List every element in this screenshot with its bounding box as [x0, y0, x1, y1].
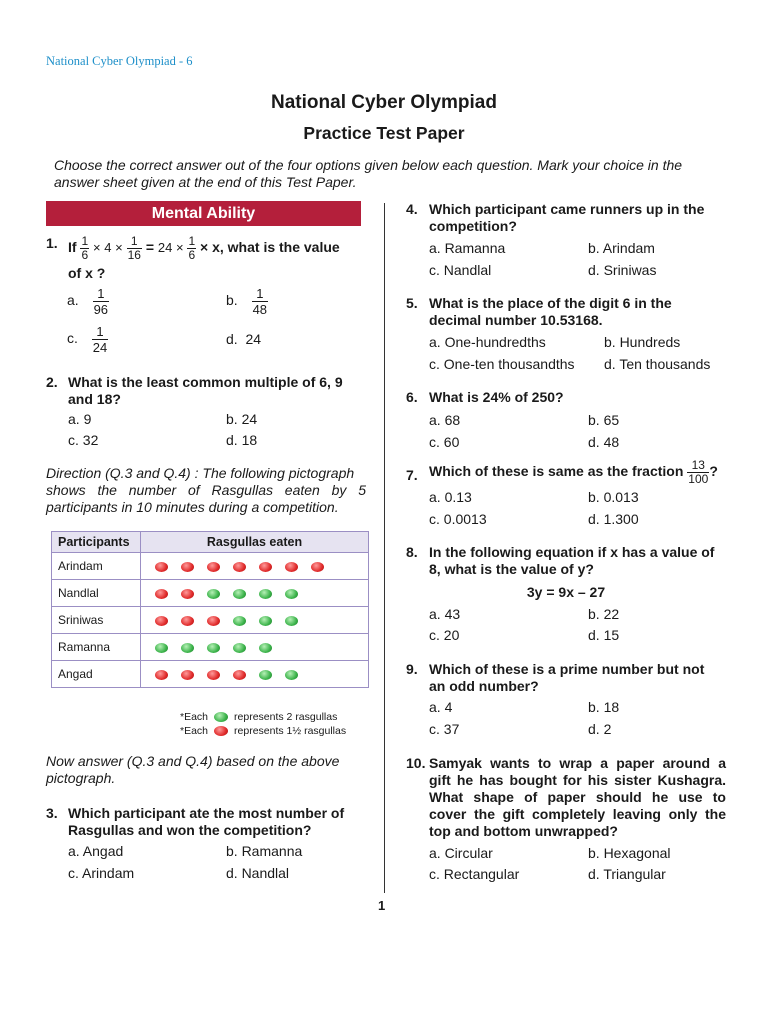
q1-24-times: 24 × — [157, 240, 184, 256]
red-rasgulla-icon — [181, 562, 194, 572]
option-c[interactable]: c. One-ten thousandths — [429, 356, 575, 372]
option-a[interactable]: a. Ramanna — [429, 240, 506, 256]
option-d[interactable] — [226, 331, 261, 348]
red-rasgulla-icon — [155, 589, 168, 599]
option-label: d. — [226, 331, 238, 347]
option-d[interactable]: d. 2 — [588, 721, 612, 737]
question-text: What is the least common multiple of 6, 9 — [68, 374, 343, 390]
red-rasgulla-icon — [181, 670, 194, 680]
option-c[interactable]: c. Rectangular — [429, 866, 520, 882]
green-rasgulla-icon — [259, 589, 272, 599]
red-rasgulla-icon — [155, 616, 168, 626]
question-text — [429, 755, 726, 840]
fraction — [187, 235, 196, 262]
green-rasgulla-icon — [259, 616, 272, 626]
question-number: 3. — [46, 805, 58, 821]
question-4 — [406, 201, 726, 235]
green-rasgulla-icon — [285, 616, 298, 626]
now-answer-text — [46, 753, 366, 787]
q1-tail: × x, what is the value — [200, 239, 340, 256]
question-number: 7. — [406, 467, 418, 483]
question-text-line2: 8, what is the value of y? — [429, 561, 594, 577]
red-rasgulla-icon — [285, 562, 298, 572]
question-text-line2: an odd number? — [429, 678, 539, 694]
instructions: Choose the correct answer out of the four options given below each question. Mark your choice in the answer sheet given at the end of this Test Paper. — [54, 157, 683, 190]
key-red — [180, 724, 346, 738]
key-prefix: *Each — [180, 711, 209, 723]
table-row — [52, 661, 369, 688]
key-prefix: *Each — [180, 725, 209, 737]
option-a[interactable] — [67, 286, 109, 317]
participant-name: Angad — [52, 661, 141, 688]
question-text: In the following equation if x has a value of — [429, 544, 715, 560]
pictograph-key — [180, 710, 346, 738]
denominator: 24 — [92, 340, 108, 355]
denominator: 6 — [81, 248, 89, 262]
denominator: 6 — [188, 248, 196, 262]
option-b[interactable]: b. Hundreds — [604, 334, 681, 350]
direction-line: participants in 10 minutes during a competition. — [46, 499, 339, 515]
option-d[interactable]: d. 48 — [588, 434, 620, 450]
numerator: 13 — [687, 459, 709, 473]
red-rasgulla-icon — [233, 562, 246, 572]
column-divider — [384, 203, 385, 893]
option-c[interactable]: c. 0.0013 — [429, 511, 487, 527]
option-d[interactable]: d. 18 — [226, 432, 258, 448]
option-a[interactable]: a. 9 — [68, 411, 92, 427]
question-line: gift he has bought for his sister Kushagra. — [429, 772, 726, 788]
question-line: What shape of paper should he use to — [429, 789, 726, 805]
table-row — [52, 580, 369, 607]
option-a[interactable]: a. One-hundredths — [429, 334, 546, 350]
page-subtitle: Practice Test Paper — [303, 123, 465, 143]
denominator: 16 — [127, 248, 141, 262]
q7-text: Which of these is same as the fraction — [429, 463, 684, 480]
direction-line: shows the number of Rasgullas eaten by 5 — [46, 482, 366, 498]
table-row — [52, 553, 369, 580]
option-b[interactable]: b. Hexagonal — [588, 845, 671, 861]
option-a[interactable]: a. 43 — [429, 606, 461, 622]
green-rasgulla-icon — [259, 643, 272, 653]
q1-if: If — [68, 239, 77, 256]
table-header-row — [52, 532, 369, 553]
question-number: 2. — [46, 374, 58, 390]
green-rasgulla-icon — [207, 589, 220, 599]
key-text: represents 2 rasgullas — [234, 711, 338, 723]
question-number: 9. — [406, 661, 418, 677]
red-rasgulla-icon — [207, 616, 220, 626]
now-answer-line: pictograph. — [46, 770, 116, 786]
option-d[interactable]: d. 1.300 — [588, 511, 639, 527]
option-a[interactable]: a. 4 — [429, 699, 453, 715]
question-6 — [406, 389, 726, 406]
question-2 — [46, 374, 366, 408]
question-number: 1. — [46, 235, 58, 251]
option-d[interactable]: d. Triangular — [588, 866, 666, 882]
denominator: 100 — [688, 472, 709, 486]
question-text-line2: competition? — [429, 218, 517, 234]
option-label: b. — [226, 292, 238, 309]
numerator: 1 — [188, 234, 196, 248]
question-number: 4. — [406, 201, 418, 217]
table-body — [52, 553, 369, 688]
question-text — [68, 235, 340, 262]
table-row — [52, 607, 369, 634]
fraction — [687, 459, 709, 486]
numerator: 1 — [93, 286, 109, 302]
green-rasgulla-icon — [233, 589, 246, 599]
option-c[interactable]: c. 37 — [429, 721, 460, 737]
option-b[interactable]: b. 22 — [588, 606, 620, 622]
direction-line: Direction (Q.3 and Q.4) : The following pictograph — [46, 465, 355, 481]
option-b[interactable]: b. 0.013 — [588, 489, 639, 505]
question-line: Samyak wants to wrap a paper around a — [429, 755, 726, 771]
question-number: 8. — [406, 544, 418, 560]
red-rasgulla-icon — [214, 726, 228, 736]
pictograph-table — [51, 531, 369, 688]
question-line: cover the gift completely leaving only the — [429, 806, 726, 822]
question-8 — [406, 544, 736, 578]
participant-name: Arindam — [52, 553, 141, 580]
option-d[interactable]: d. 15 — [588, 627, 620, 643]
fraction — [93, 286, 109, 317]
question-3 — [46, 805, 366, 839]
q1-equals: = — [145, 239, 154, 256]
green-rasgulla-icon — [207, 643, 220, 653]
denominator: 48 — [252, 302, 268, 317]
numerator: 1 — [252, 286, 268, 302]
option-c[interactable]: c. 32 — [68, 432, 99, 448]
option-a[interactable]: a. 0.13 — [429, 489, 472, 505]
question-7 — [406, 459, 736, 491]
red-rasgulla-icon — [155, 670, 168, 680]
question-text: Which participant ate the most number of — [68, 805, 345, 821]
now-answer-line: Now answer (Q.3 and Q.4) based on the above — [46, 753, 340, 769]
green-rasgulla-icon — [155, 643, 168, 653]
fraction — [80, 235, 89, 262]
option-d[interactable]: d. Ten thousands — [604, 356, 711, 372]
numerator: 1 — [92, 324, 108, 340]
question-line: top and bottom unwrapped? — [429, 823, 618, 839]
option-b[interactable]: b. 18 — [588, 699, 620, 715]
option-label: a. — [67, 292, 79, 309]
equation: 3y = 9x – 27 — [526, 584, 606, 600]
q1-times-4: × 4 × — [93, 240, 123, 256]
question-text: Which of these is a prime number but not — [429, 661, 705, 677]
question-text-line2: decimal number 10.53168. — [429, 312, 603, 328]
numerator: 1 — [127, 235, 142, 249]
question-text — [429, 459, 718, 486]
red-rasgulla-icon — [311, 562, 324, 572]
green-rasgulla-icon — [233, 643, 246, 653]
fraction — [92, 324, 108, 355]
section-heading: Mental Ability — [46, 201, 361, 226]
table-row — [52, 634, 369, 661]
rasgulla-cell — [141, 634, 369, 661]
question-text: What is 24% of 250? — [429, 389, 564, 405]
rasgulla-cell — [141, 607, 369, 634]
green-rasgulla-icon — [233, 616, 246, 626]
green-rasgulla-icon — [259, 670, 272, 680]
header-participants: Participants — [52, 532, 141, 553]
fraction — [127, 235, 142, 262]
option-value: 24 — [245, 331, 262, 347]
option-b[interactable]: b. 24 — [226, 411, 258, 427]
green-rasgulla-icon — [285, 670, 298, 680]
header-rasgullas-eaten: Rasgullas eaten — [141, 532, 369, 553]
red-rasgulla-icon — [207, 670, 220, 680]
green-rasgulla-icon — [181, 643, 194, 653]
option-c[interactable]: c. Arindam — [68, 865, 135, 881]
running-head: National Cyber Olympiad - 6 — [46, 54, 193, 68]
participant-name: Nandlal — [52, 580, 141, 607]
question-number: 5. — [406, 295, 418, 311]
red-rasgulla-icon — [181, 589, 194, 599]
option-b[interactable]: b. Arindam — [588, 240, 655, 256]
option-c[interactable] — [67, 324, 108, 355]
rasgulla-cell — [141, 661, 369, 688]
question-text-line2: and 18? — [68, 391, 121, 407]
option-c[interactable]: c. 60 — [429, 434, 460, 450]
option-c[interactable]: c. Nandlal — [429, 262, 492, 278]
rasgulla-cell — [141, 580, 369, 607]
page-number: 1 — [378, 898, 386, 913]
option-b[interactable]: b. Ramanna — [226, 843, 303, 859]
option-b[interactable]: b. 65 — [588, 412, 620, 428]
red-rasgulla-icon — [181, 616, 194, 626]
option-d[interactable]: d. Nandlal — [226, 865, 290, 881]
rasgulla-cell — [141, 553, 369, 580]
question-text-line2: of x ? — [68, 265, 106, 281]
participant-name: Sriniwas — [52, 607, 141, 634]
option-a[interactable]: a. Circular — [429, 845, 493, 861]
option-a[interactable]: a. 68 — [429, 412, 461, 428]
red-rasgulla-icon — [259, 562, 272, 572]
question-5 — [406, 295, 726, 329]
denominator: 96 — [93, 302, 109, 317]
question-10 — [406, 755, 726, 840]
question-text: Which participant came runners up in the — [429, 201, 705, 217]
option-c[interactable]: c. 20 — [429, 627, 460, 643]
question-text: What is the place of the digit 6 in the — [429, 295, 672, 311]
red-rasgulla-icon — [207, 562, 220, 572]
option-a[interactable]: a. Angad — [68, 843, 124, 859]
question-text-line2: Rasgullas and won the competition? — [68, 822, 312, 838]
fraction — [252, 286, 268, 317]
q7-question-mark: ? — [709, 463, 718, 480]
option-label: c. — [67, 330, 78, 347]
question-9 — [406, 661, 736, 695]
participant-name: Ramanna — [52, 634, 141, 661]
option-b[interactable] — [226, 286, 268, 317]
green-rasgulla-icon — [214, 712, 228, 722]
question-number: 10. — [406, 755, 426, 771]
numerator: 1 — [81, 234, 89, 248]
page-title: National Cyber Olympiad — [271, 92, 497, 113]
red-rasgulla-icon — [155, 562, 168, 572]
direction-text — [46, 465, 366, 516]
option-d[interactable]: d. Sriniwas — [588, 262, 657, 278]
red-rasgulla-icon — [233, 670, 246, 680]
green-rasgulla-icon — [285, 589, 298, 599]
key-green — [180, 710, 346, 724]
key-text: represents 1½ rasgullas — [234, 725, 347, 737]
question-number: 6. — [406, 389, 418, 405]
